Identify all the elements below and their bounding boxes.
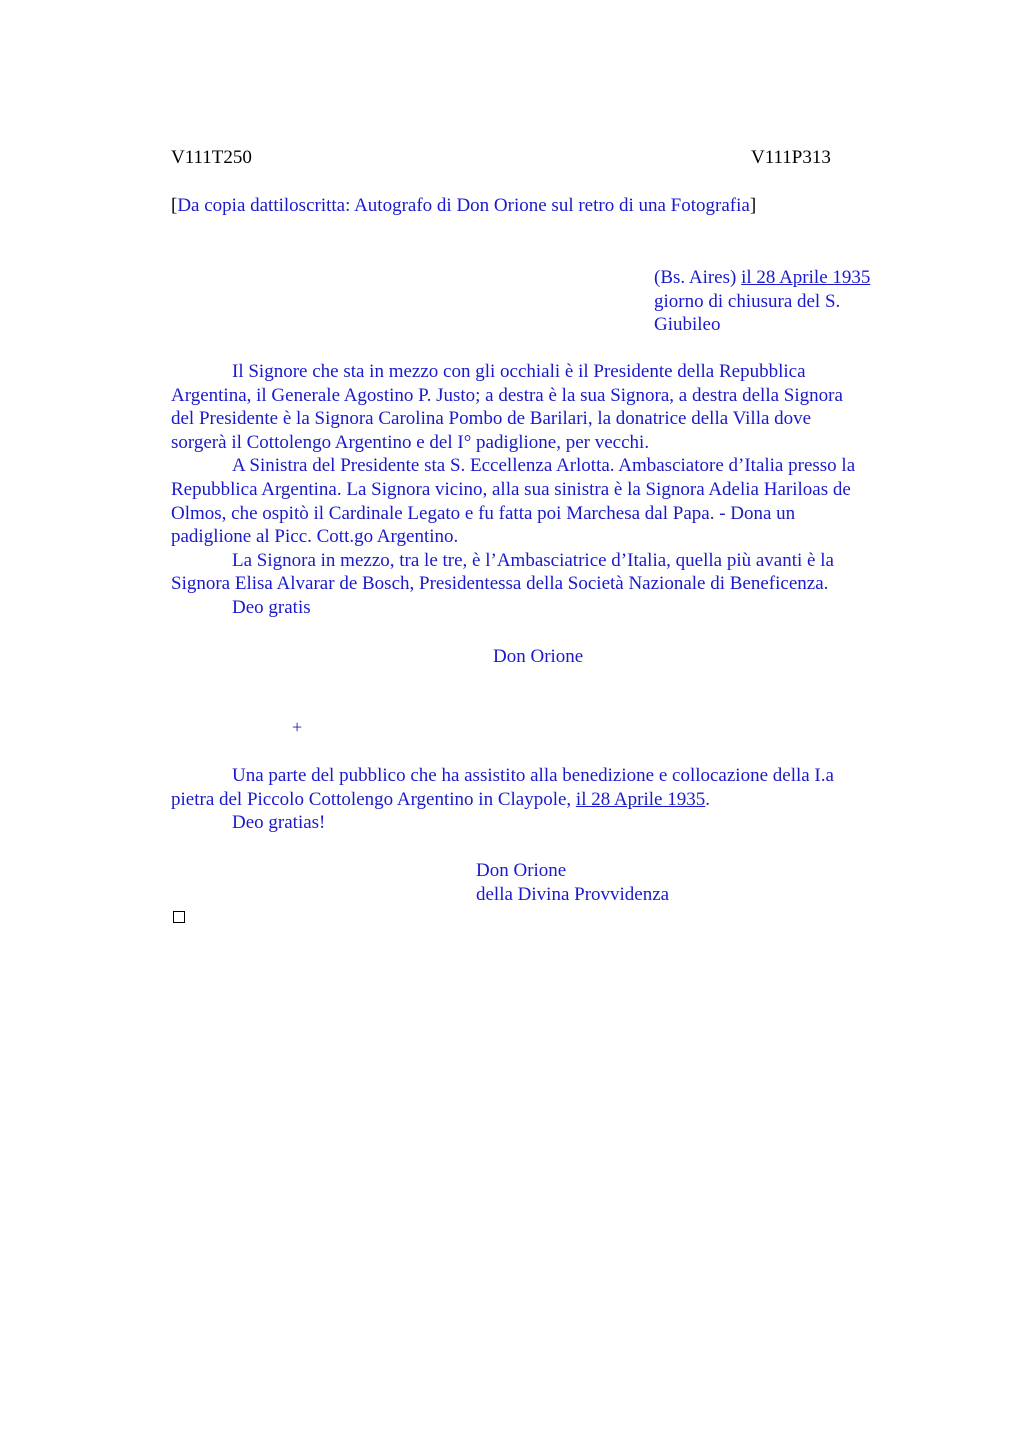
body2-line3: Deo gratias! [232,812,326,834]
source-note [171,194,756,218]
source-note-open-bracket: [ [171,195,178,216]
body1-line: La Signora in mezzo, tra le tre, è l’Ambasciatrice d’Italia, quella più avanti è la [232,549,834,571]
body1-line: A Sinistra del Presidente sta S. Eccellenza Arlotta. Ambasciatore d’Italia presso la [232,455,856,477]
body1-line: Olmos, che ospitò il Cardinale Legato e fu fatta poi Marchesa dal Papa. - Dona un [171,502,796,524]
dateline-date: il 28 Aprile 1935 [741,267,871,288]
dateline-line2: giorno di chiusura del S. [654,290,841,312]
body2-line1: Una parte del pubblico che ha assistito alla benedizione e collocazione della I.a [232,765,834,786]
body2-line2-suffix: . [705,788,710,810]
cross-symbol: + [292,717,303,737]
body1-line: sorgerà il Cottolengo Argentino e del I° padiglione, per vecchi. [171,431,650,453]
body-text-1 [171,360,916,620]
body1-line: Signora Elisa Alvarar de Bosch, Presidentessa della Società Nazionale di Beneficenza. [171,573,829,595]
body1-line: del Presidente è la Signora Carolina Pombo de Barilari, la donatrice della Villa dove [171,408,812,430]
dateline [654,266,870,337]
dateline-line3: Giubileo [654,314,721,336]
body2-line2 [171,788,916,812]
document-code-right: V111P313 [751,147,831,168]
body1-line: Repubblica Argentina. La Signora vicino, alla sua sinistra è la Signora Adelia Hariloas de [171,478,851,500]
source-note-text: Da copia dattiloscritta: Autografo di Don Orione sul retro di una Fotografia [177,195,750,216]
body1-line: Argentina, il Generale Agostino P. Justo; a destra è la sua Signora, a destra della Signora [171,384,843,406]
dateline-place: (Bs. Aires) [654,267,742,288]
body1-line: Il Signore che sta in mezzo con gli occhiali è il Presidente della Repubblica [232,361,806,382]
signature-2-name: Don Orione [476,860,567,881]
end-box-marker [173,911,185,923]
source-note-close-bracket: ] [749,195,757,216]
signature-2 [476,859,669,906]
body1-line: padiglione al Picc. Cott.go Argentino. [171,526,459,548]
body2-date: il 28 Aprile 1935 [575,788,706,810]
body-text-2 [171,764,916,835]
body1-line: Deo gratis [232,596,311,618]
signature-1: Don Orione [493,646,584,667]
signature-2-title: della Divina Provvidenza [476,883,670,905]
document-code-left: V111T250 [171,147,252,168]
body2-line2-prefix: pietra del Piccolo Cottolengo Argentino in Claypole, [171,788,576,810]
